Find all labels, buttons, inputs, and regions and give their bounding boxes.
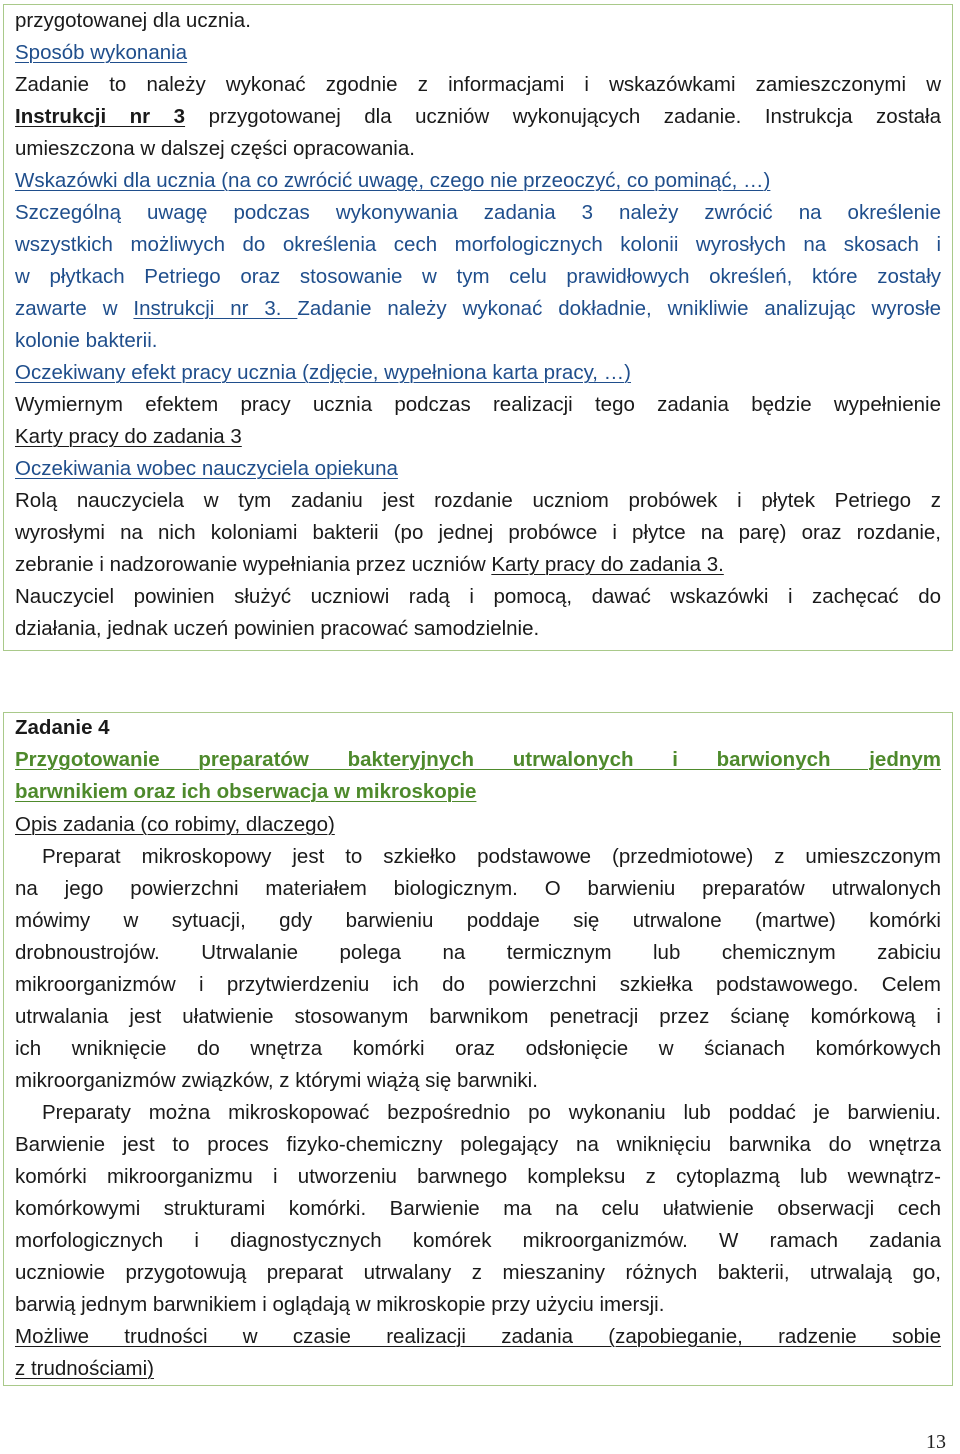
text-span: przygotowanej dla uczniów wykonujących zadanie. Instrukcja została [185, 105, 942, 128]
desc-heading: Opis zadania (co robimy, dlaczego) [15, 813, 335, 836]
paragraph-line: ich wniknięcie do wnętrza komórki oraz odsłonięcie w ścianach komórkowych [15, 1037, 941, 1060]
teacher-heading: Oczekiwania wobec nauczyciela opiekuna [15, 457, 398, 480]
text-line [15, 105, 941, 129]
difficulties-heading: Możliwe trudności w czasie realizacji zadania (zapobieganie, radzenie sobie [15, 1325, 941, 1348]
text-line: w płytkach Petriego oraz stosowanie w tym celu prawidłowych określeń, które zostały [15, 265, 941, 288]
karta-pracy-link[interactable]: Karty pracy do zadania 3. [491, 553, 724, 576]
text-line: Wymiernym efektem pracy ucznia podczas realizacji tego zadania będzie wypełnienie [15, 393, 941, 416]
paragraph-line: komórkowymi strukturami komórki. Barwienie ma na celu ułatwienie obserwacji cech [15, 1197, 941, 1220]
text-span: Zadanie należy wykonać dokładnie, wnikliwie analizując wyrosłe [297, 297, 941, 320]
text-line: działania, jednak uczeń powinien pracować samodzielnie. [15, 617, 540, 640]
paragraph-line: Preparat mikroskopowy jest to szkiełko podstawowe (przedmiotowe) z umieszczonym [42, 845, 941, 868]
text-line: Nauczyciel powinien służyć uczniowi radą i pomocą, dawać wskazówki i zachęcać do [15, 585, 941, 608]
paragraph-line: Barwienie jest to proces fizyko-chemiczny polegający na wniknięciu barwnika do wnętrza [15, 1133, 941, 1156]
info-box-task3 [3, 4, 953, 651]
text-line: kolonie bakterii. [15, 329, 158, 352]
text-line: umieszczona w dalszej części opracowania. [15, 137, 415, 160]
paragraph-line: Preparaty można mikroskopować bezpośrednio po wykonaniu lub poddać je barwieniu. [42, 1101, 941, 1124]
text-line: Rolą nauczyciela w tym zadaniu jest rozdanie uczniom probówek i płytek Petriego z [15, 489, 941, 512]
paragraph-line: komórki mikroorganizmu i utworzeniu barwnego kompleksu z cytoplazmą lub wewnątrz- [15, 1165, 941, 1188]
paragraph-line: mikroorganizmów i przytwierdzeniu ich do powierzchni szkiełka podstawowego. Celem [15, 973, 941, 996]
paragraph-line: utrwalania jest ułatwienie stosowanym barwnikom penetracji przez ścianę komórkową i [15, 1005, 941, 1028]
effect-heading: Oczekiwany efekt pracy ucznia (zdjęcie, wypełniona karta pracy, …) [15, 361, 632, 384]
paragraph-line: drobnoustrojów. Utrwalanie polega na termicznym lub chemicznym zabiciu [15, 941, 941, 964]
page-number: 13 [926, 1431, 946, 1453]
difficulties-heading: z trudnościami) [15, 1357, 154, 1380]
text-line: Szczególną uwagę podczas wykonywania zadania 3 należy zwrócić na określenie [15, 201, 941, 224]
text-line [15, 553, 941, 577]
karta-pracy-link[interactable]: Karty pracy do zadania 3 [15, 425, 242, 448]
text-span: zebranie i nadzorowanie wypełniania przez uczniów [15, 553, 492, 576]
paragraph-line: na jego powierzchni materiałem biologicznym. O barwieniu preparatów utrwalonych [15, 877, 941, 900]
paragraph-line: mówimy w sytuacji, gdy barwieniu poddaje się utrwalone (martwe) komórki [15, 909, 941, 932]
tips-heading: Wskazówki dla ucznia (na co zwrócić uwagę, czego nie przeoczyć, co pominąć, …) [15, 169, 771, 192]
paragraph-line: uczniowie przygotowują preparat utrwalany z mieszaniny różnych bakterii, utrwalają go, [15, 1261, 941, 1284]
text-line [15, 297, 941, 321]
paragraph-line: mikroorganizmów związków, z którymi wiążą się barwniki. [15, 1069, 538, 1092]
instrukcja-link[interactable]: Instrukcji nr 3. [133, 297, 298, 320]
task-title-line: Przygotowanie preparatów bakteryjnych utrwalonych i barwionych jednym [15, 748, 941, 771]
text-line: Zadanie to należy wykonać zgodnie z informacjami i wskazówkami zamieszczonymi w [15, 73, 941, 96]
task-title-line: barwnikiem oraz ich obserwacja w mikroskopie [15, 780, 477, 803]
task-box-zadanie-4 [3, 712, 953, 1386]
text-line: przygotowanej dla ucznia. [15, 9, 251, 32]
instrukcja-link[interactable]: Instrukcji nr 3 [15, 105, 186, 128]
text-line: wyrosłymi na nich koloniami bakterii (po jednej probówce i płytce na parę) oraz rozdanie, [15, 521, 941, 544]
text-span: zawarte w [15, 297, 134, 320]
method-heading: Sposób wykonania [15, 41, 188, 64]
text-line: wszystkich możliwych do określenia cech morfologicznych kolonii wyrosłych na skosach i [15, 233, 941, 256]
paragraph-line: morfologicznych i diagnostycznych komórek mikroorganizmów. W ramach zadania [15, 1229, 941, 1252]
task-label: Zadanie 4 [15, 716, 110, 739]
paragraph-line: barwią jednym barwnikiem i oglądają w mikroskopie przy użyciu imersji. [15, 1293, 665, 1316]
